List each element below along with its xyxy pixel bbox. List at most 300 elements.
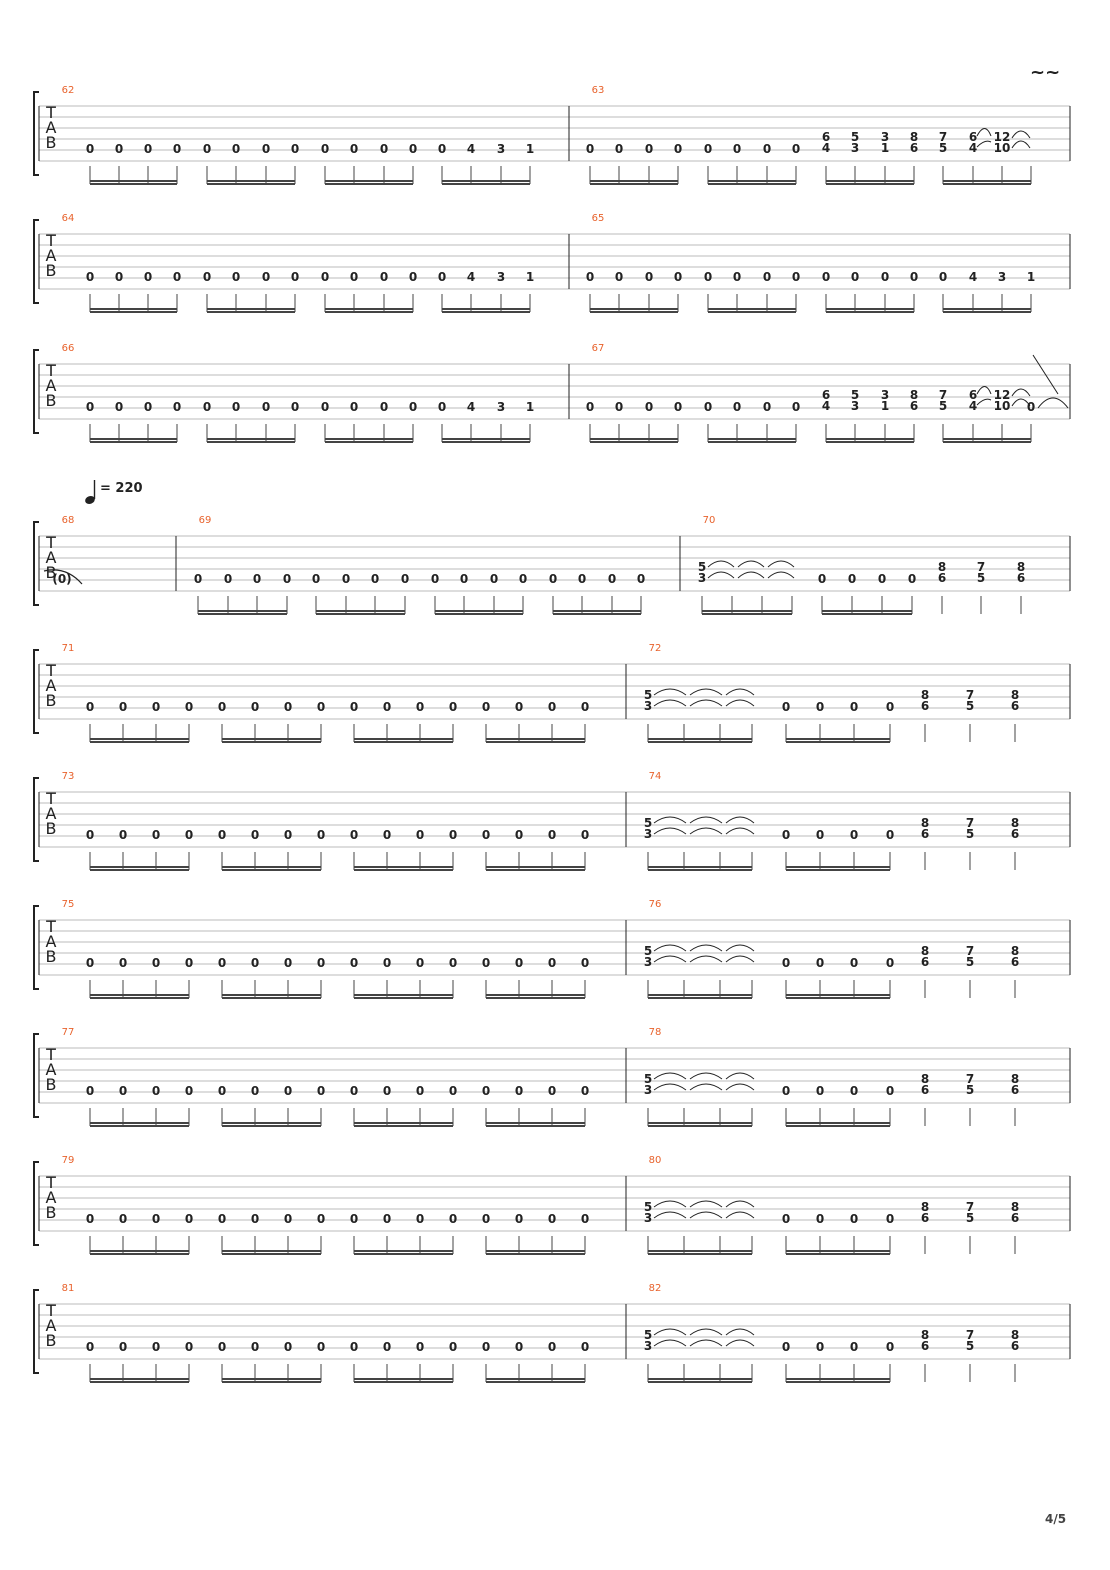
fret-number: 0	[223, 572, 233, 586]
fret-number: 0	[762, 142, 772, 156]
fret-number: 0	[817, 572, 827, 586]
tie-arc	[726, 700, 754, 706]
fret-number: 0	[349, 956, 359, 970]
fret-number: 0	[349, 1340, 359, 1354]
system-bracket	[34, 220, 39, 303]
tie-arc	[654, 1084, 686, 1090]
fret-number: 8	[1010, 688, 1020, 702]
tie-arc	[768, 572, 794, 578]
fret-number: 4	[821, 141, 831, 155]
fret-number: 3	[643, 1211, 653, 1225]
fret-number: 5	[697, 560, 707, 574]
fret-number: 0	[85, 400, 95, 414]
fret-number: 0	[547, 700, 557, 714]
tie-arc	[690, 1212, 722, 1218]
system-2	[34, 213, 1070, 312]
fret-number: 0	[791, 400, 801, 414]
tab-clef-letter-a: A	[45, 376, 57, 395]
fret-number: 0	[316, 1340, 326, 1354]
fret-number: 0	[703, 400, 713, 414]
fret-number: 4	[968, 270, 978, 284]
fret-number: 0	[261, 270, 271, 284]
fret-number: 5	[965, 699, 975, 713]
fret-number: 7	[965, 688, 975, 702]
fret-number: 0	[290, 270, 300, 284]
fret-number: 1	[880, 399, 890, 413]
measure-number: 63	[591, 85, 605, 96]
tab-clef-letter-t: T	[46, 231, 56, 250]
fret-number: 0	[184, 1084, 194, 1098]
fret-number: 4	[968, 399, 978, 413]
fret-number: 0	[382, 956, 392, 970]
fret-number: 0	[514, 1084, 524, 1098]
fret-number: 7	[965, 1328, 975, 1342]
fret-number: 5	[965, 955, 975, 969]
fret-number: 0	[481, 1212, 491, 1226]
tab-clef-letter-t: T	[46, 1173, 56, 1192]
fret-number: 0	[548, 572, 558, 586]
fret-number: 0	[193, 572, 203, 586]
vibrato-symbol: ~~	[1030, 62, 1061, 83]
measure-number: 75	[61, 899, 75, 910]
fret-number: 3	[643, 827, 653, 841]
fret-number: 6	[920, 955, 930, 969]
fret-number: 8	[920, 688, 930, 702]
fret-number: 6	[1010, 1211, 1020, 1225]
tie-arc	[726, 689, 754, 695]
fret-number: 0	[644, 400, 654, 414]
tab-clef-letter-a: A	[45, 1188, 57, 1207]
fret-number: 0	[379, 270, 389, 284]
fret-number: 0	[217, 828, 227, 842]
fret-number: 6	[920, 1083, 930, 1097]
fret-number: 0	[580, 1212, 590, 1226]
fret-number: 0	[514, 956, 524, 970]
tie-arc	[726, 956, 754, 962]
fret-number: 8	[909, 388, 919, 402]
fret-number: 0	[114, 400, 124, 414]
fret-number: 0	[644, 142, 654, 156]
fret-number: 0	[437, 400, 447, 414]
fret-number: 0	[151, 1212, 161, 1226]
fret-number: 0	[885, 1340, 895, 1354]
fret-number: 0	[514, 1340, 524, 1354]
fret-number: 0	[703, 142, 713, 156]
fret-number: 0	[85, 956, 95, 970]
fret-number: 0	[1026, 400, 1036, 414]
fret-number: 0	[379, 400, 389, 414]
fret-number: 8	[1010, 1200, 1020, 1214]
tab-clef-letter-a: A	[45, 1060, 57, 1079]
fret-number: 0	[547, 1084, 557, 1098]
fret-number: 0	[250, 1340, 260, 1354]
fret-number: 0	[673, 270, 683, 284]
fret-number: 0	[732, 142, 742, 156]
fret-number: 0	[614, 400, 624, 414]
fret-number: 0	[311, 572, 321, 586]
tie-arc	[654, 700, 686, 706]
fret-number: 0	[885, 700, 895, 714]
fret-number: 0	[349, 1212, 359, 1226]
tab-clef-letter-a: A	[45, 118, 57, 137]
fret-number: 1	[525, 270, 535, 284]
fret-number: 6	[1010, 699, 1020, 713]
fret-number: 0	[379, 142, 389, 156]
tab-clef-letter-t: T	[46, 103, 56, 122]
fret-number: 0	[489, 572, 499, 586]
fret-number: 7	[965, 1200, 975, 1214]
fret-number: 6	[1010, 955, 1020, 969]
fret-number: 0	[349, 700, 359, 714]
tie-arc	[654, 1329, 686, 1335]
tie-arc	[738, 561, 764, 567]
fret-number: 6	[909, 141, 919, 155]
fret-number: 0	[316, 700, 326, 714]
fret-number: 5	[643, 944, 653, 958]
fret-number: 0	[151, 1084, 161, 1098]
fret-number: 0	[118, 1340, 128, 1354]
fret-number: 0	[252, 572, 262, 586]
fret-number: 0	[85, 1212, 95, 1226]
fret-number: 0	[732, 400, 742, 414]
system-3	[34, 343, 1070, 442]
fret-number: 0	[320, 400, 330, 414]
fret-number: 6	[937, 571, 947, 585]
fret-number: 0	[849, 1212, 859, 1226]
tie-arc	[708, 561, 734, 567]
fret-number: 0	[732, 270, 742, 284]
fret-number: 0	[151, 1340, 161, 1354]
fret-number: 0	[261, 400, 271, 414]
fret-number: 0	[415, 700, 425, 714]
fret-number: 6	[1010, 1083, 1020, 1097]
system-bracket	[34, 778, 39, 861]
tie-arc	[690, 1340, 722, 1346]
tie-arc	[1038, 398, 1068, 408]
fret-number: 4	[466, 142, 476, 156]
tie-arc	[690, 956, 722, 962]
fret-number: 0	[514, 700, 524, 714]
tie-arc	[726, 1212, 754, 1218]
system-bracket	[34, 1162, 39, 1245]
fret-number: 0	[250, 1084, 260, 1098]
fret-number: 8	[1010, 816, 1020, 830]
fret-number: 0	[283, 956, 293, 970]
tempo-marking	[84, 480, 143, 505]
fret-number: 0	[283, 1212, 293, 1226]
tab-clef-letter-t: T	[46, 533, 56, 552]
fret-number: 0	[143, 270, 153, 284]
fret-number: 12	[993, 388, 1011, 402]
fret-number: 10	[993, 141, 1011, 155]
fret-number: 8	[937, 560, 947, 574]
fret-number: 8	[920, 816, 930, 830]
measure-number: 67	[591, 343, 605, 354]
fret-number: 6	[909, 399, 919, 413]
fret-number: 0	[283, 1084, 293, 1098]
fret-number: 8	[909, 130, 919, 144]
tie-arc	[654, 1201, 686, 1207]
fret-number: 0	[614, 270, 624, 284]
fret-number: 0	[547, 956, 557, 970]
tie-arc	[726, 1073, 754, 1079]
fret-number: 0	[261, 142, 271, 156]
fret-number: 3	[697, 571, 707, 585]
fret-number: 5	[850, 130, 860, 144]
system-7	[34, 899, 1070, 998]
fret-number: 0	[408, 400, 418, 414]
fret-number: 5	[850, 388, 860, 402]
fret-number: 3	[643, 1083, 653, 1097]
system-bracket	[34, 1290, 39, 1373]
fret-number: 0	[408, 142, 418, 156]
fret-number: 0	[290, 142, 300, 156]
fret-number: 1	[880, 141, 890, 155]
fret-number: 3	[496, 400, 506, 414]
measure-number: 79	[61, 1155, 75, 1166]
fret-number: 5	[976, 571, 986, 585]
fret-number: 0	[448, 1340, 458, 1354]
fret-number: 0	[250, 956, 260, 970]
fret-number: 0	[781, 1084, 791, 1098]
fret-number: 0	[849, 1340, 859, 1354]
fret-number: 0	[437, 142, 447, 156]
tie-arc	[690, 1084, 722, 1090]
tab-clef-letter-b: B	[45, 819, 57, 838]
fret-number: 0	[877, 572, 887, 586]
fret-number: 0	[673, 142, 683, 156]
tab-clef-letter-a: A	[45, 932, 57, 951]
measure-number: 77	[61, 1027, 75, 1038]
fret-number: 6	[920, 827, 930, 841]
fret-number: 8	[920, 1200, 930, 1214]
system-bracket	[34, 650, 39, 733]
fret-number: 0	[448, 828, 458, 842]
fret-number: 3	[643, 1339, 653, 1353]
measure-number: 82	[648, 1283, 662, 1294]
fret-number: 3	[997, 270, 1007, 284]
fret-number: 0	[172, 142, 182, 156]
tab-clef-letter-a: A	[45, 548, 57, 567]
fret-number: 0	[118, 700, 128, 714]
fret-number: 8	[1010, 1072, 1020, 1086]
fret-number: 0	[217, 1084, 227, 1098]
tab-clef-letter-b: B	[45, 1203, 57, 1222]
measure-number: 69	[198, 515, 212, 526]
fret-number: 0	[250, 828, 260, 842]
fret-number: 0	[415, 1084, 425, 1098]
fret-number: 1	[525, 142, 535, 156]
measure-number: 74	[648, 771, 662, 782]
fret-number: 7	[938, 388, 948, 402]
tie-arc	[690, 1201, 722, 1207]
measure-number: 72	[648, 643, 662, 654]
fret-number: 0	[118, 1084, 128, 1098]
fret-number: 5	[938, 399, 948, 413]
fret-number: 0	[415, 828, 425, 842]
measure-number: 64	[61, 213, 75, 224]
tab-clef-letter-b: B	[45, 947, 57, 966]
page-number: 4/5	[1045, 1512, 1067, 1526]
fret-number: 0	[580, 828, 590, 842]
fret-number: 0	[791, 142, 801, 156]
fret-number: 8	[920, 1072, 930, 1086]
tie-arc	[654, 817, 686, 823]
tab-clef-letter-b: B	[45, 261, 57, 280]
fret-number: 0	[762, 400, 772, 414]
tie-arc	[1012, 141, 1030, 148]
fret-number: 0	[849, 1084, 859, 1098]
tie-arc	[977, 399, 991, 405]
fret-number: 0	[847, 572, 857, 586]
fret-number: 0	[320, 270, 330, 284]
tab-clef-letter-a: A	[45, 804, 57, 823]
tab-clef-letter-b: B	[45, 563, 57, 582]
fret-number: 0	[580, 1084, 590, 1098]
fret-number: 0	[370, 572, 380, 586]
fret-number: 5	[938, 141, 948, 155]
fret-number: 0	[909, 270, 919, 284]
fret-number: (0)	[52, 572, 72, 586]
tie-arc	[690, 1329, 722, 1335]
fret-number: 0	[781, 1212, 791, 1226]
tab-clef-letter-b: B	[45, 1075, 57, 1094]
fret-number: 0	[415, 1212, 425, 1226]
fret-number: 0	[184, 700, 194, 714]
system-10	[34, 1283, 1070, 1382]
fret-number: 0	[849, 956, 859, 970]
tab-clef-letter-t: T	[46, 917, 56, 936]
fret-number: 0	[316, 828, 326, 842]
tab-clef-letter-t: T	[46, 789, 56, 808]
fret-number: 0	[673, 400, 683, 414]
fret-number: 0	[781, 700, 791, 714]
fret-number: 0	[448, 1084, 458, 1098]
fret-number: 0	[762, 270, 772, 284]
tie-arc	[1012, 389, 1030, 396]
fret-number: 7	[976, 560, 986, 574]
fret-number: 0	[585, 400, 595, 414]
fret-number: 8	[1016, 560, 1026, 574]
tie-arc	[690, 700, 722, 706]
tie-arc	[726, 1084, 754, 1090]
fret-number: 8	[1010, 944, 1020, 958]
fret-number: 0	[85, 828, 95, 842]
fret-number: 0	[349, 142, 359, 156]
fret-number: 0	[114, 142, 124, 156]
fret-number: 0	[636, 572, 646, 586]
measure-number: 78	[648, 1027, 662, 1038]
fret-number: 1	[525, 400, 535, 414]
fret-number: 0	[382, 1212, 392, 1226]
fret-number: 0	[885, 956, 895, 970]
fret-number: 6	[920, 1339, 930, 1353]
fret-number: 0	[849, 700, 859, 714]
fret-number: 0	[151, 700, 161, 714]
measure-number: 80	[648, 1155, 662, 1166]
measure-number: 70	[702, 515, 716, 526]
fret-number: 0	[231, 400, 241, 414]
fret-number: 0	[585, 142, 595, 156]
fret-number: 0	[114, 270, 124, 284]
fret-number: 5	[643, 816, 653, 830]
fret-number: 0	[283, 700, 293, 714]
fret-number: 0	[118, 956, 128, 970]
fret-number: 0	[885, 1212, 895, 1226]
fret-number: 0	[283, 828, 293, 842]
fret-number: 0	[791, 270, 801, 284]
fret-number: 0	[184, 956, 194, 970]
fret-number: 0	[184, 1212, 194, 1226]
tie-arc	[738, 572, 764, 578]
fret-number: 0	[580, 700, 590, 714]
fret-number: 0	[85, 142, 95, 156]
fret-number: 3	[643, 699, 653, 713]
measure-number: 71	[61, 643, 75, 654]
measure-number: 81	[61, 1283, 75, 1294]
fret-number: 0	[585, 270, 595, 284]
fret-number: 0	[349, 828, 359, 842]
fret-number: 0	[231, 142, 241, 156]
fret-number: 0	[430, 572, 440, 586]
tie-arc	[726, 1340, 754, 1346]
tie-arc	[977, 141, 991, 147]
fret-number: 0	[815, 1340, 825, 1354]
fret-number: 0	[382, 1084, 392, 1098]
fret-number: 0	[448, 956, 458, 970]
fret-number: 6	[920, 699, 930, 713]
tie-arc	[726, 1201, 754, 1207]
fret-number: 0	[514, 828, 524, 842]
fret-number: 0	[547, 1340, 557, 1354]
fret-number: 0	[143, 400, 153, 414]
fret-number: 0	[143, 142, 153, 156]
fret-number: 0	[885, 828, 895, 842]
fret-number: 0	[85, 700, 95, 714]
tie-arc	[654, 828, 686, 834]
fret-number: 0	[85, 1340, 95, 1354]
fret-number: 5	[965, 1083, 975, 1097]
tie-arc	[654, 1212, 686, 1218]
fret-number: 0	[815, 1084, 825, 1098]
fret-number: 0	[415, 1340, 425, 1354]
tab-clef-letter-b: B	[45, 133, 57, 152]
fret-number: 3	[496, 270, 506, 284]
tie-arc	[768, 561, 794, 567]
fret-number: 4	[466, 400, 476, 414]
fret-number: 0	[644, 270, 654, 284]
tie-arc	[690, 828, 722, 834]
tie-arc	[977, 129, 991, 137]
fret-number: 3	[850, 141, 860, 155]
fret-number: 0	[202, 270, 212, 284]
fret-number: 0	[781, 828, 791, 842]
fret-number: 0	[437, 270, 447, 284]
fret-number: 0	[821, 270, 831, 284]
tie-arc	[654, 956, 686, 962]
fret-number: 5	[643, 1328, 653, 1342]
fret-number: 0	[250, 1212, 260, 1226]
fret-number: 5	[643, 1200, 653, 1214]
fret-number: 0	[580, 1340, 590, 1354]
tie-arc	[690, 945, 722, 951]
fret-number: 0	[341, 572, 351, 586]
fret-number: 0	[815, 1212, 825, 1226]
fret-number: 3	[880, 388, 890, 402]
fret-number: 0	[781, 956, 791, 970]
system-9	[34, 1155, 1070, 1254]
fret-number: 5	[965, 1211, 975, 1225]
